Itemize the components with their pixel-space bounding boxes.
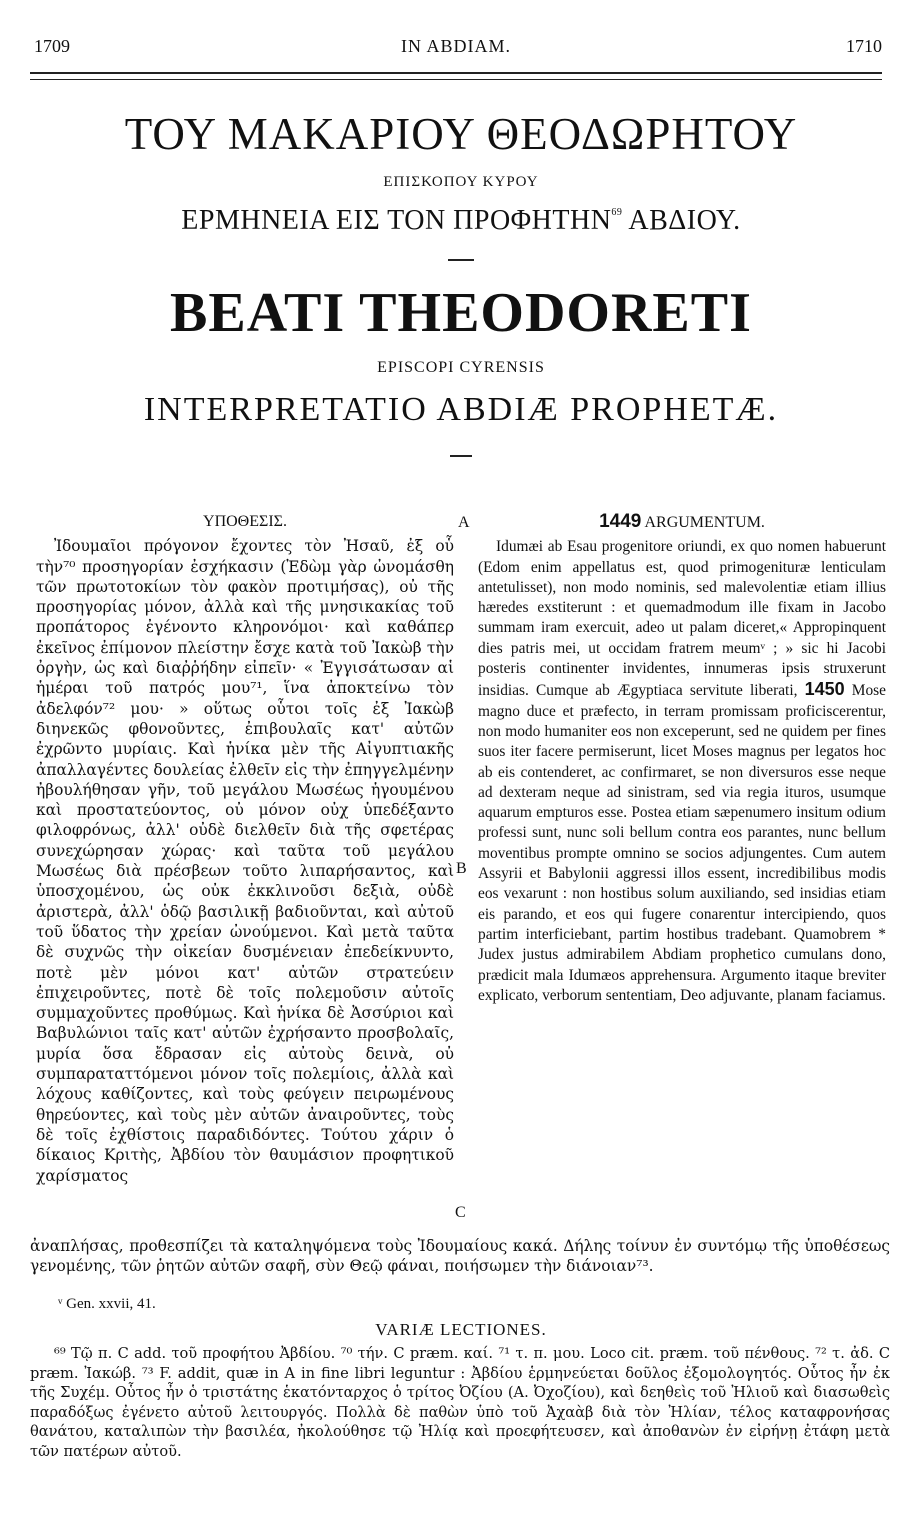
greek-episcopal-subtitle: ΕΠΙΣΚΟΠΟΥ ΚΥΡΟΥ: [383, 174, 539, 190]
greek-work-title-end: ΑΒΔΙΟΥ.: [622, 205, 741, 236]
title-divider-2: [450, 455, 472, 457]
page-number-right: 1710: [846, 36, 882, 56]
latin-column: [478, 512, 886, 1006]
margin-letter-c: C: [455, 1204, 466, 1221]
margin-letter-b: B: [456, 860, 467, 877]
argumentum-text-part1: Idumæi ab Esau progenitore oriundi, ex quo nomen habuerunt (Edom enim appellatus est, quod primogenituræ lenticulam antetulisset), non modo nominis, sed malevolentiæ etiam illius hæredes exstiterunt : et quemadmodum ille fixam in Jacobo summam iram exercuit, adeo ut palam diceret,« Appropinquent dies patris mei, ut occidam fratrem meumᵛ ; » sic hi Jacobi posteris continenter invidentes, innumeras ipsis struxerunt insidias. Cumque ab Ægyptiaca servitute liberati,: [478, 538, 886, 700]
latin-work-title: INTERPRETATIO ABDIÆ PROPHETÆ.: [143, 391, 779, 428]
variae-lectiones-heading: VARIÆ LECTIONES.: [375, 1320, 547, 1339]
latin-episcopal-subtitle: EPISCOPI CYRENSIS: [377, 359, 545, 376]
latin-column-heading: [478, 512, 886, 533]
full-width-greek-text: ἀναπλήσας, προθεσπίζει τὰ καταληψόμενα τοὺς Ἰδουμαίους κακά. Δήλης τοίνυν ἐν συντόμῳ τῆς ὑποθέσεως γενομένης, τῶν ῥητῶν αὐτῶν σαφῆ, σὺν Θεῷ φάναι, ποιήσωμεν τὴν διάνοιαν⁷³.: [30, 1237, 890, 1276]
argumentum-text-part2: Mose magno duce et præfecto, in terram promissam proficiscerentur, non modo humaniter eos non exceperunt, sed ne quidem per fines suos iter facere permiserunt, licet Moses magnus per legatos hoc ab eis contenderet, ac confirmaret, se non diversuros esse neque ad dexteram neque ad sinistram, sed via regia ituros, usumque aquarum empturos esse. Postea etiam sæpenumero insitum odium professi sunt, nunc soli bellum contra eos parantes, nunc bellum moventibus prompte omnino se socios adjungentes. Cum autem Assyrii et Babylonii aggressi illos essent, incredibilibus modis eos vexarunt : non hostibus solum auxiliando, sed insidias etiam eis parando, et eos qui fugere conarentur intercipiendo, quos partim interficiebant, partim hostibus tradebant. Quamobrem * Judex justus admirabilem Abdiam prophetico cumulans dono, prædicit mala Idumæos apprehensura. Argumento itaque breviter explicato, verborum sententiam, Deo adjuvante, planam faciamus.: [478, 682, 886, 1004]
title-block: [0, 108, 922, 457]
greek-column: [36, 512, 454, 1186]
footnote-reference: ᵛ Gen. xxvii, 41.: [58, 1296, 156, 1312]
greek-work-title: [0, 205, 922, 237]
greek-work-title-text: ΕΡΜΗΝΕΙΑ ΕΙΣ ΤΟΝ ΠΡΟΦΗΤΗΝ: [181, 205, 612, 236]
column-number-1449: 1449: [599, 511, 642, 532]
running-title: IN ABDIAM.: [400, 36, 511, 56]
header-rule: [30, 72, 882, 80]
column-number-1450: 1450: [804, 679, 845, 700]
variae-lectiones-text: ⁶⁹ Τῷ π. C add. τοῦ προφήτου Ἀβδίου. ⁷⁰ τήν. C præm. καί. ⁷¹ τ. π. μου. Loco cit. præm. τοῦ πένθους. ⁷² τ. ἀδ. C præm. Ἰακώβ. ⁷³ F. addit, quæ in A in fine libri leguntur : Ἀβδίου ἑρμηνεύεται δοῦλος ἐξομολογητός. Οὗτος ἦν ἐκ τῆς Συχέμ. Οὗτος ἦν ὁ τριστάτης ἑκατόνταρχος ὁ τρίτος Ὀζίου (Α. Ὀχοζίου), καὶ δεηθεὶς τοῦ Ἠλιοῦ καὶ διασωθεὶς παραδόξως ἐγένετο αὐτοῦ λειτουργός. Πολλὰ δὲ παθὼν ὑπὸ τοῦ Ἀχαὰβ διὰ τὸν Ἠλίαν, τέλος καταφρονήσας θανάτου, καταλιπὼν τὴν βασιλέα, ἠκολούθησε τῷ Ἠλίᾳ καὶ προεφήτευσεν, καὶ ἀποθανὼν ἐν εἰρήνῃ ἐτάφη μετὰ τῶν πατέρων αὐτοῦ.: [30, 1345, 890, 1460]
margin-letter-a: A: [458, 514, 470, 531]
greek-work-note-ref: 69: [611, 207, 623, 218]
running-head: [30, 30, 882, 58]
latin-argumentum-text: [478, 537, 886, 1006]
title-divider: [448, 259, 474, 261]
greek-hypothesis-text: Ἰδουμαῖοι πρόγονον ἔχοντες τὸν Ἠσαῦ, ἐξ οὗ τὴν⁷⁰ προσηγορίαν ἐσχήκασιν (Ἐδὼμ γὰρ ὠνομάσθη τῶν πρωτοτοκίων τὸν φακὸν προτιμήσας), οὐ τῆς προσηγορίας μόνον, ἀλλὰ καὶ τῆς μνησικακίας τοῦ προπάτορος ἐγένοντο κληρονόμοι· καὶ καθάπερ ἐκεῖνος ἐπίμονον πλείστην ἔσχε κατὰ τοῦ Ἰακὼβ τὴν ὀργὴν, ὡς καὶ διαῤῥήδην εἰπεῖν· « Ἐγγισάτωσαν αἱ ἡμέραι τοῦ πατρός μου⁷¹, ἵνα ἀποκτείνω τὸν ἀδελφόν⁷² μου· » οὕτως οὗτοι τοῖς ἐξ Ἰακὼβ διηνεκῶς φθονοῦντες, ἐπιβουλαῖς κατ' αὐτῶν ἐχρῶντο μυρίαις. Καὶ ἡνίκα μὲν τῆς Αἰγυπτιακῆς ἀπαλλαγέντες δουλείας ἐλθεῖν εἰς τὴν ἐπηγγελμένην ἠβουλήθησαν γῆν, τοῦ μεγάλου Μωσέως ἡγουμένου καὶ προστατεύοντος, οὐ μόνον οὐχ ὑπεδέξαντο φιλοφρόνως, ἀλλ' οὐδὲ διελθεῖν διὰ τῆς σφετέρας συνεχώρησαν χώρας· καὶ ταῦτα τοῦ μεγάλου Μωσέως διὰ πρέσβεων τοῦτο λιπαρήσαντος, καὶ ὑποσχομένου, ὡς οὐκ ἐκκλινοῦσι δεξιὰ, οὐδὲ ἀριστερὰ, ἀλλ' ὁδῷ βασιλικῇ βαδιοῦνται, καὶ αὐτοῦ τοῦ ὕδατος τὴν χρείαν ὠνούμενοι. Καὶ μετὰ ταῦτα δὲ συχνῶς τὴν οἰκείαν δυσμένειαν ἐπεδείκνυντο, ποτὲ μὲν μόνοι κατ' αὐτῶν στρατεύειν ἐπιχειροῦντες, ποτὲ δὲ τοῖς πολεμοῦσιν αὐτοῖς συμμαχοῦντες προθύμως. Καὶ ἡνίκα δὲ Ἀσσύριοι καὶ Βαβυλώνιοι ταῖς κατ' αὐτῶν ἐχρήσαντο προσβολαῖς, μυρία ὅσα ἔδρασαν εἰς αὐτοὺς δεινὰ, οὐ συμπαραταττόμενοι μόνον τοῖς πολεμίοις, ἀλλὰ καὶ λόχους καθίζοντες, καὶ τοὺς φεύγειν πειρωμένους θηρεύοντες, καὶ τοὺς μὲν αὐτῶν ἀναιροῦντες, τοὺς δὲ τοῖς ἐχθίστοις παραδιδόντες. Τούτου χάριν ὁ δίκαιος Κριτὴς, Ἀβδίου τὸν θαυμάσιον προφητικοῦ χαρίσματος: [36, 537, 454, 1185]
argumentum-heading: ARGUMENTUM.: [644, 514, 765, 531]
latin-author-title: BEATI THEODORETI: [170, 282, 752, 344]
greek-author-title: ΤΟΥ ΜΑΚΑΡΙΟΥ ΘΕΟΔΩΡΗΤΟΥ: [124, 109, 798, 159]
page-number-left: 1709: [34, 36, 70, 56]
greek-column-heading: ΥΠΟΘΕΣΙΣ.: [203, 513, 287, 530]
